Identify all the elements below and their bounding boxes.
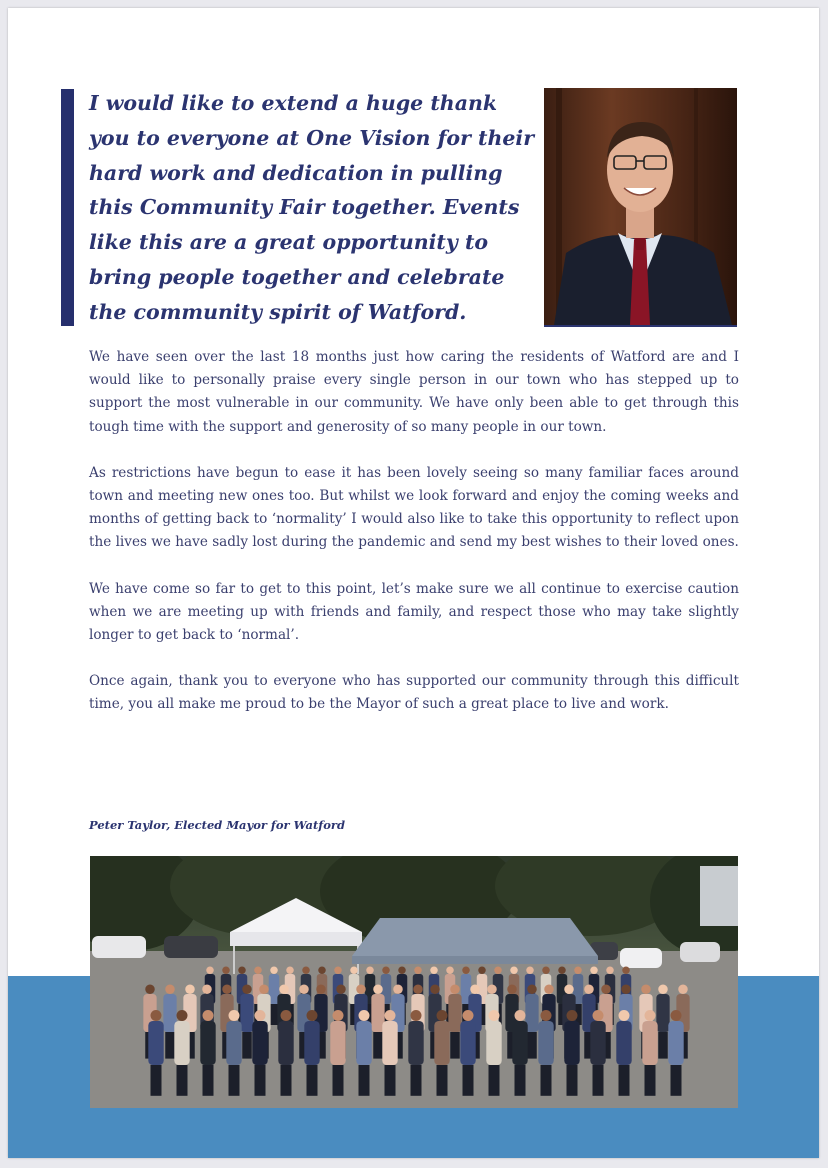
paragraph: As restrictions have begun to ease it has been lovely seeing so many familiar faces around town and meeting new ones too. But whilst we look forward and enjoy the coming weeks and months of getting back to ‘normality’ I would also like to take this opportunity to reflect upon the lives we have sadly lost during the pandemic and send my best wishes to their loved ones. [89,464,739,551]
document-page [8,8,819,1158]
quote-accent-bar [61,89,74,326]
letter-body [89,346,739,740]
paragraph: Once again, thank you to everyone who has supported our community through this difficult time, you all make me proud to be the Mayor of such a great place to live and work. [89,673,739,713]
pull-quote: I would like to extend a huge thank you to everyone at One Vision for their hard work and dedication in pulling this Community Fair together. Events like this are a great opportunity to bring people together and celebrate the community spirit of Watford. [89,91,535,324]
signature: Peter Taylor, Elected Mayor for Watford [89,818,346,832]
mayor-portrait-photo [544,88,737,327]
paragraph: We have seen over the last 18 months just how caring the residents of Watford are and I would like to personally praise every single person in our town who has stepped up to support the most vulnerable in our community. We have only been able to get through this tough time with the support and generosity of so many people in our town. [89,349,739,435]
group-photo-image [90,856,738,1108]
mayor-portrait-image [544,88,737,325]
community-group-photo [90,856,738,1108]
paragraph: We have come so far to get to this point, let’s make sure we all continue to exercise caution when we are meeting up with friends and family, and respect those who may take slightly longer to get back to ‘normal’. [89,580,739,644]
